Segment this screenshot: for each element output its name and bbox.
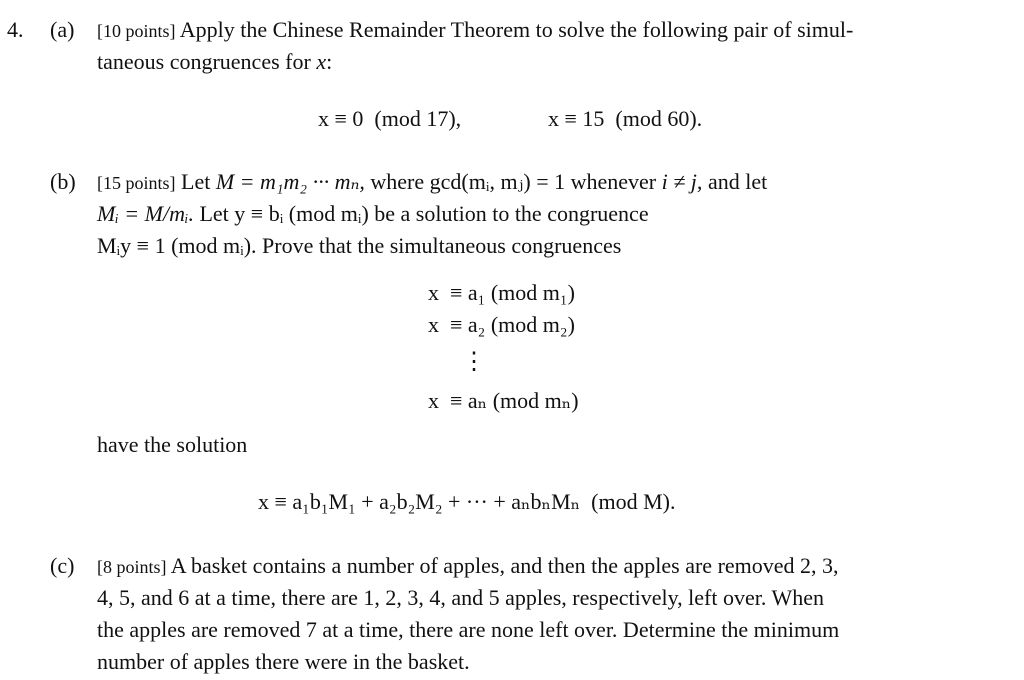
- part-a-congruence-1: x ≡ 0 (mod 17),: [318, 106, 462, 131]
- part-b-and-let: and let: [707, 169, 768, 194]
- part-b-Mi-def: Mᵢ = M/mᵢ.: [97, 201, 194, 226]
- part-b-system-line-n: x ≡ aₙ (mod mₙ): [428, 388, 579, 413]
- part-b-gcd: gcd(mᵢ, mⱼ) = 1: [429, 169, 566, 194]
- part-b-where: where: [370, 169, 425, 194]
- part-a-text1: Apply the Chinese Remainder Theorem to solve the following pair of simul-: [179, 17, 854, 42]
- part-b-let: Let: [181, 169, 211, 194]
- part-b-y-def: y ≡ bᵢ (mod mᵢ): [234, 201, 369, 226]
- part-b-whenever: whenever: [570, 169, 657, 194]
- part-b-points: [15 points]: [97, 173, 176, 193]
- part-a-var-x: x: [316, 49, 327, 74]
- part-b-solution-formula: x ≡ a₁b₁M₁ + a₂b₂M₂ + ··· + aₙbₙMₙ (mod M).: [258, 489, 676, 514]
- part-b-Miy: Mᵢy ≡ 1 (mod mᵢ).: [97, 233, 257, 258]
- part-c-line1: [97, 550, 839, 583]
- part-a-congruence-2: x ≡ 15 (mod 60).: [548, 106, 703, 131]
- part-c-label: (c): [50, 553, 75, 578]
- part-c-line3: the apples are removed 7 at a time, there are none left over. Determine the minimum: [97, 617, 840, 642]
- part-a-line1: [97, 14, 853, 47]
- part-b-ineq: i ≠ j,: [661, 169, 703, 194]
- part-c-text1: A basket contains a number of apples, and then the apples are removed 2, 3,: [170, 553, 839, 578]
- problem-number: 4.: [7, 17, 24, 42]
- part-b-have-solution: have the solution: [97, 432, 248, 457]
- part-a-text2: taneous congruences for: [97, 49, 311, 74]
- part-c-line2: 4, 5, and 6 at a time, there are 1, 2, 3, 4, and 5 apples, respectively, left over. When: [97, 585, 824, 610]
- part-a-colon: :: [326, 49, 333, 74]
- part-b-M-def: M = m₁m₂ ··· mₙ,: [215, 169, 365, 194]
- part-b-line3: [97, 230, 621, 262]
- part-b-let-y: Let: [199, 201, 229, 226]
- part-a-line2: [97, 46, 332, 78]
- part-b-system-line-2: x ≡ a₂ (mod m₂): [428, 312, 575, 337]
- part-b-label: (b): [50, 169, 76, 194]
- part-b-line1: [97, 166, 767, 199]
- part-b-solution-to: be a solution to the congruence: [374, 201, 649, 226]
- part-b-line2: [97, 198, 649, 230]
- part-a-label: (a): [50, 17, 75, 42]
- part-b-prove: Prove that the simultaneous congruences: [262, 233, 622, 258]
- part-c-points: [8 points]: [97, 557, 167, 577]
- part-c-line4: number of apples there were in the basket.: [97, 649, 470, 674]
- part-b-system-line-1: x ≡ a₁ (mod m₁): [428, 280, 575, 305]
- part-a-points: [10 points]: [97, 21, 176, 41]
- part-b-vdots: ⋮: [462, 349, 486, 375]
